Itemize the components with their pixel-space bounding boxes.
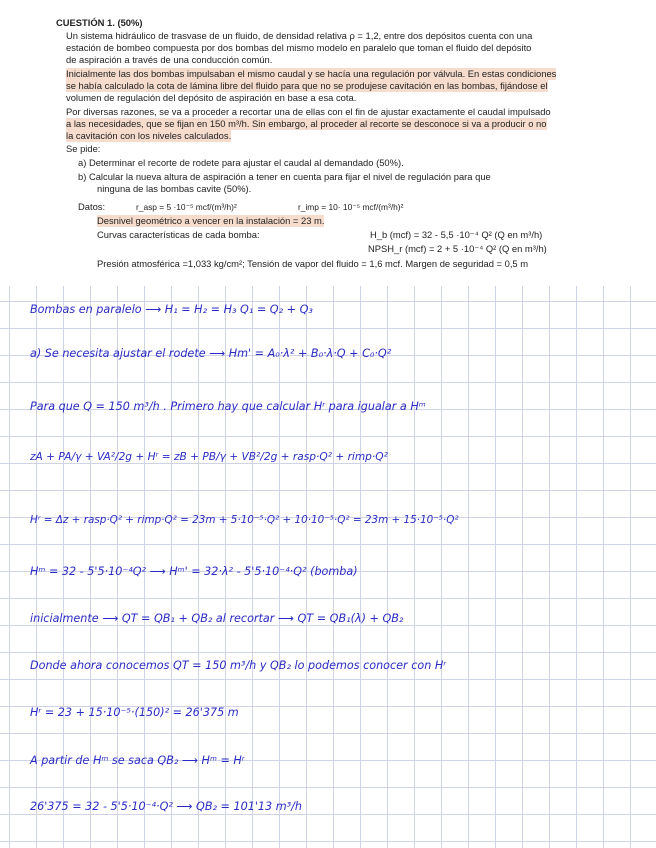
paragraph3-line1: Por diversas razones, se va a proceder a recortar una de ellas con el fin de ajustar exactamente el caudal impulsado (66, 106, 551, 117)
hb-curve: H_b (mcf) = 32 - 5,5 ·10⁻⁴ Q² (Q en m³/h) (370, 229, 543, 240)
hw-line-a-partir: A partir de Hᵐ se saca QB₂ ⟶ Hᵐ = Hʳ (30, 754, 245, 767)
paragraph2-line2: se había calculado la cota de lámina libre del fluido para que no se produjese cavitación en las bombas, fijándose el (66, 80, 548, 91)
item-a: a) Determinar el recorte de rodete para ajustar el caudal al demandado (50%). (78, 157, 404, 168)
paragraph3-line2: a las necesidades, que se fijan en 150 m³/h. Sin embargo, al proceder al recorte se desconoce si va a producir o no (66, 118, 547, 129)
hw-line-hr-value: Hʳ = 23 + 15·10⁻⁵·(150)² = 26'375 m (30, 706, 239, 719)
hw-line-bernoulli: zA + PA/γ + VA²/2g + Hʳ = zB + PB/γ + VB²/2g + rasp·Q² + rimp·Q² (30, 451, 388, 463)
hw-line-qb2: 26'375 = 32 - 5'5·10⁻⁴·Q² ⟶ QB₂ = 101'13 m³/h (30, 800, 302, 813)
hw-line-para-que: Para que Q = 150 m³/h . Primero hay que calcular Hʳ para igualar a Hᵐ (30, 400, 426, 413)
datos-label: Datos: (78, 201, 106, 212)
paragraph1-line1: Un sistema hidráulico de trasvase de un fluido, de densidad relativa ρ = 1,2, entre dos depósitos cuenta con una (66, 30, 533, 41)
curvas: Curvas características de cada bomba: (97, 229, 260, 240)
question-title: CUESTIÓN 1. (50%) (56, 17, 143, 28)
printed-question (0, 0, 656, 286)
hw-line-hr: Hʳ = Δz + rasp·Q² + rimp·Q² = 23m + 5·10⁻⁵·Q² + 10·10⁻⁵·Q² = 23m + 15·10⁻⁵·Q² (30, 514, 459, 526)
hw-line-a: a) Se necesita ajustar el rodete ⟶ Hm' = A₀·λ² + B₀·λ·Q + C₀·Q² (30, 347, 392, 360)
item-b-line1: b) Calcular la nueva altura de aspiración a tener en cuenta para fijar el nivel de regulación para que (78, 171, 491, 182)
hw-line-inicialmente: inicialmente ⟶ QT = QB₁ + QB₂ al recortar ⟶ QT = QB₁(λ) + QB₂ (30, 612, 404, 625)
hw-line-hm: Hᵐ = 32 - 5'5·10⁻⁴Q² ⟶ Hᵐ' = 32·λ² - 5'5·10⁻⁴·Q² (bomba) (30, 565, 358, 578)
item-b-line2: ninguna de las bombas cavite (50%). (97, 183, 252, 194)
paragraph1-line3: de aspiración a través de una conducción común. (66, 54, 273, 65)
paragraph2-line1: Inicialmente las dos bombas impulsaban el mismo caudal y se hacía una regulación por válvula. En estas condiciones (66, 68, 557, 79)
paragraph1-line2: estación de bombeo compuesta por dos bombas del mismo modelo en paralelo que toman el fluido del depósito (66, 42, 532, 53)
paragraph3-line3: la cavitación con los niveles calculados. (66, 130, 232, 141)
presion: Presión atmosférica =1,033 kg/cm²; Tensión de vapor del fluido = 1,6 mcf. Margen de seguridad = 0,5 m (97, 258, 529, 269)
paragraph2-line3: volumen de regulación del depósito de aspiración en base a esa cota. (66, 92, 357, 103)
desnivel: Desnivel geométrico a vencer en la instalación = 23 m. (97, 215, 325, 226)
hw-line-donde: Donde ahora conocemos QT = 150 m³/h y QB₂ lo podemos conocer con Hʳ (30, 659, 447, 672)
npsh-curve: NPSH_r (mcf) = 2 + 5 ·10⁻⁴ Q² (Q en m³/h) (368, 243, 547, 254)
se-pide: Se pide: (66, 143, 101, 154)
r-asp: r_asp = 5 ·10⁻⁵ mcf/(m³/h)² (136, 202, 237, 212)
r-imp: r_imp = 10· 10⁻⁵ mcf/(m³/h)² (298, 202, 404, 212)
hw-line-parallel: Bombas en paralelo ⟶ H₁ = H₂ = H₃ Q₁ = Q₂ + Q₃ (30, 303, 313, 316)
